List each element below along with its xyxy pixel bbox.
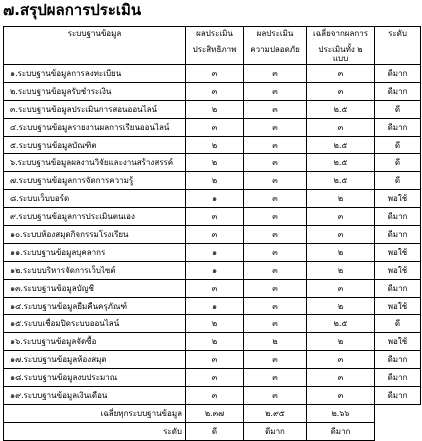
row-security-score: ๒ — [244, 333, 307, 351]
average-row — [4, 404, 421, 422]
table-row — [4, 65, 421, 83]
table-row — [4, 154, 421, 172]
row-level: ดีมาก — [375, 118, 421, 136]
row-average-score: ๒.๕ — [307, 154, 375, 172]
row-level: ดีมาก — [375, 226, 421, 244]
row-performance-score: ๒ — [186, 333, 244, 351]
row-average-score: ๓ — [307, 226, 375, 244]
row-level: พอใช้ — [375, 261, 421, 279]
header-security-line2: ความปลอดภัย — [250, 45, 300, 54]
row-level: พอใช้ — [375, 190, 421, 208]
row-level: พอใช้ — [375, 333, 421, 351]
row-average-score: ๒ — [307, 243, 375, 261]
row-average-score: ๒ — [307, 261, 375, 279]
row-security-score: ๓ — [244, 243, 307, 261]
row-security-score: ๓ — [244, 172, 307, 190]
row-security-score: ๓ — [244, 279, 307, 297]
table-row — [4, 297, 421, 315]
row-performance-score: ๒ — [186, 136, 244, 154]
row-performance-score: ๑ — [186, 190, 244, 208]
average-overall: ๒.๖๖ — [307, 404, 375, 422]
row-average-score: ๒.๕ — [307, 136, 375, 154]
row-performance-score: ๒ — [186, 315, 244, 333]
table-row — [4, 136, 421, 154]
row-database-name: ๑.ระบบฐานข้อมูลการลงทะเบียน — [4, 65, 186, 83]
row-database-name: ๑๕.ระบบเชื่อมปิดระบบออนไลน์ — [4, 315, 186, 333]
header-row — [4, 27, 421, 65]
row-security-score: ๓ — [244, 100, 307, 118]
row-database-name: ๔.ระบบฐานข้อมูลรายงานผลการเรียนออนไลน์ — [4, 118, 186, 136]
table-row — [4, 118, 421, 136]
row-security-score: ๓ — [244, 387, 307, 405]
row-performance-score: ๓ — [186, 226, 244, 244]
row-database-name: ๖.ระบบฐานข้อมูลผลงานวิจัยและงานสร้างสรรค์ — [4, 154, 186, 172]
row-average-score: ๒ — [307, 190, 375, 208]
row-level: ดีมาก — [375, 82, 421, 100]
table-row — [4, 351, 421, 369]
row-database-name: ๓.ระบบฐานข้อมูลประเมินการสอนออนไลน์ — [4, 100, 186, 118]
row-average-score: ๓ — [307, 387, 375, 405]
row-average-score: ๓ — [307, 208, 375, 226]
row-database-name: ๘.ระบบเว็บบอร์ด — [4, 190, 186, 208]
row-database-name: ๑๒.ระบบบริหารจัดการเว็บไซต์ — [4, 261, 186, 279]
row-performance-score: ๓ — [186, 351, 244, 369]
level-row — [4, 422, 421, 440]
row-level: ดีมาก — [375, 369, 421, 387]
row-database-name: ๗.ระบบฐานข้อมูลการจัดการความรู้ — [4, 172, 186, 190]
table-row — [4, 387, 421, 405]
row-performance-score: ๑ — [186, 261, 244, 279]
section-heading: ๗.สรุปผลการประเมิน — [3, 1, 142, 19]
row-average-score: ๒.๕ — [307, 172, 375, 190]
row-database-name: ๑๔.ระบบฐานข้อมูลยืมคืนครุภัณฑ์ — [4, 297, 186, 315]
table-row — [4, 315, 421, 333]
table-row — [4, 226, 421, 244]
level-performance: ดี — [186, 422, 244, 440]
header-security — [244, 27, 307, 65]
header-performance-line1: ผลประเมิน — [196, 29, 233, 38]
row-level: ดี — [375, 315, 421, 333]
row-database-name: ๕.ระบบฐานข้อมูลบัณฑิต — [4, 136, 186, 154]
row-performance-score: ๒ — [186, 172, 244, 190]
average-performance: ๒.๓๗ — [186, 404, 244, 422]
header-performance — [186, 27, 244, 65]
table-row — [4, 208, 421, 226]
row-performance-score: ๑ — [186, 243, 244, 261]
header-performance-line2: ประสิทธิภาพ — [192, 45, 237, 54]
evaluation-summary-table — [3, 26, 421, 441]
row-security-score: ๓ — [244, 315, 307, 333]
table-row — [4, 369, 421, 387]
row-security-score: ๓ — [244, 261, 307, 279]
row-security-score: ๓ — [244, 118, 307, 136]
row-level: ดีมาก — [375, 351, 421, 369]
row-security-score: ๓ — [244, 226, 307, 244]
row-average-score: ๓ — [307, 279, 375, 297]
level-security: ดีมาก — [244, 422, 307, 440]
row-database-name: ๑๐.ระบบห้องสมุดกิจกรรมโรงเรียน — [4, 226, 186, 244]
row-level: พอใช้ — [375, 297, 421, 315]
table-row — [4, 333, 421, 351]
table-row — [4, 100, 421, 118]
row-level: ดี — [375, 136, 421, 154]
table-body — [4, 65, 421, 405]
header-database: ระบบฐานข้อมูล — [4, 27, 186, 65]
summary-blank-cell — [375, 422, 421, 440]
row-security-score: ๓ — [244, 297, 307, 315]
row-database-name: ๑๘.ระบบฐานข้อมูลงบประมาณ — [4, 369, 186, 387]
row-level: ดี — [375, 154, 421, 172]
row-average-score: ๒.๕ — [307, 100, 375, 118]
table-row — [4, 172, 421, 190]
row-level: ดี — [375, 100, 421, 118]
row-performance-score: ๓ — [186, 118, 244, 136]
row-average-score: ๒ — [307, 297, 375, 315]
row-database-name: ๑๙.ระบบฐานข้อมูลเงินเดือน — [4, 387, 186, 405]
level-overall: ดีมาก — [307, 422, 375, 440]
header-average — [307, 27, 375, 65]
row-performance-score: ๓ — [186, 208, 244, 226]
row-level: ดีมาก — [375, 65, 421, 83]
row-performance-score: ๒ — [186, 154, 244, 172]
row-level: ดีมาก — [375, 208, 421, 226]
table-row — [4, 82, 421, 100]
summary-blank-cell — [375, 404, 421, 422]
row-database-name: ๙.ระบบฐานข้อมูลการประเมินตนเอง — [4, 208, 186, 226]
row-database-name: ๑๗.ระบบฐานข้อมูลห้องสมุด — [4, 351, 186, 369]
row-database-name: ๑๖.ระบบฐานข้อมูลจัดซื้อ — [4, 333, 186, 351]
row-performance-score: ๓ — [186, 369, 244, 387]
header-level: ระดับ — [375, 27, 421, 65]
row-security-score: ๓ — [244, 154, 307, 172]
row-performance-score: ๓ — [186, 65, 244, 83]
row-average-score: ๓ — [307, 118, 375, 136]
row-security-score: ๓ — [244, 65, 307, 83]
row-average-score: ๓ — [307, 65, 375, 83]
row-security-score: ๓ — [244, 190, 307, 208]
row-security-score: ๓ — [244, 208, 307, 226]
row-performance-score: ๓ — [186, 387, 244, 405]
table-row — [4, 243, 421, 261]
row-average-score: ๓ — [307, 369, 375, 387]
row-performance-score: ๓ — [186, 279, 244, 297]
row-average-score: ๒ — [307, 333, 375, 351]
average-security: ๒.๙๕ — [244, 404, 307, 422]
row-security-score: ๓ — [244, 82, 307, 100]
table-row — [4, 279, 421, 297]
row-database-name: ๒.ระบบฐานข้อมูลรับชำระเงิน — [4, 82, 186, 100]
header-average-line1: เฉลี่ยจากผลการ — [312, 29, 369, 38]
row-performance-score: ๑ — [186, 297, 244, 315]
row-database-name: ๑๓.ระบบฐานข้อมูลบัญชี — [4, 279, 186, 297]
row-average-score: ๒.๕ — [307, 315, 375, 333]
row-performance-score: ๒ — [186, 100, 244, 118]
header-security-line1: ผลประเมิน — [256, 29, 294, 38]
row-average-score: ๓ — [307, 351, 375, 369]
row-database-name: ๑๑.ระบบฐานข้อมูลบุคลากร — [4, 243, 186, 261]
row-level: ดีมาก — [375, 279, 421, 297]
row-security-score: ๓ — [244, 369, 307, 387]
header-average-line2: ประเมินทั้ง ๒ แบบ — [318, 45, 363, 63]
level-label: ระดับ — [4, 422, 186, 440]
table-row — [4, 261, 421, 279]
row-performance-score: ๓ — [186, 82, 244, 100]
row-security-score: ๓ — [244, 351, 307, 369]
row-level: พอใช้ — [375, 243, 421, 261]
average-label: เฉลี่ยทุกระบบฐานข้อมูล — [4, 404, 186, 422]
row-average-score: ๓ — [307, 82, 375, 100]
row-level: ดี — [375, 172, 421, 190]
row-security-score: ๓ — [244, 136, 307, 154]
table-row — [4, 190, 421, 208]
row-level: ดีมาก — [375, 387, 421, 405]
